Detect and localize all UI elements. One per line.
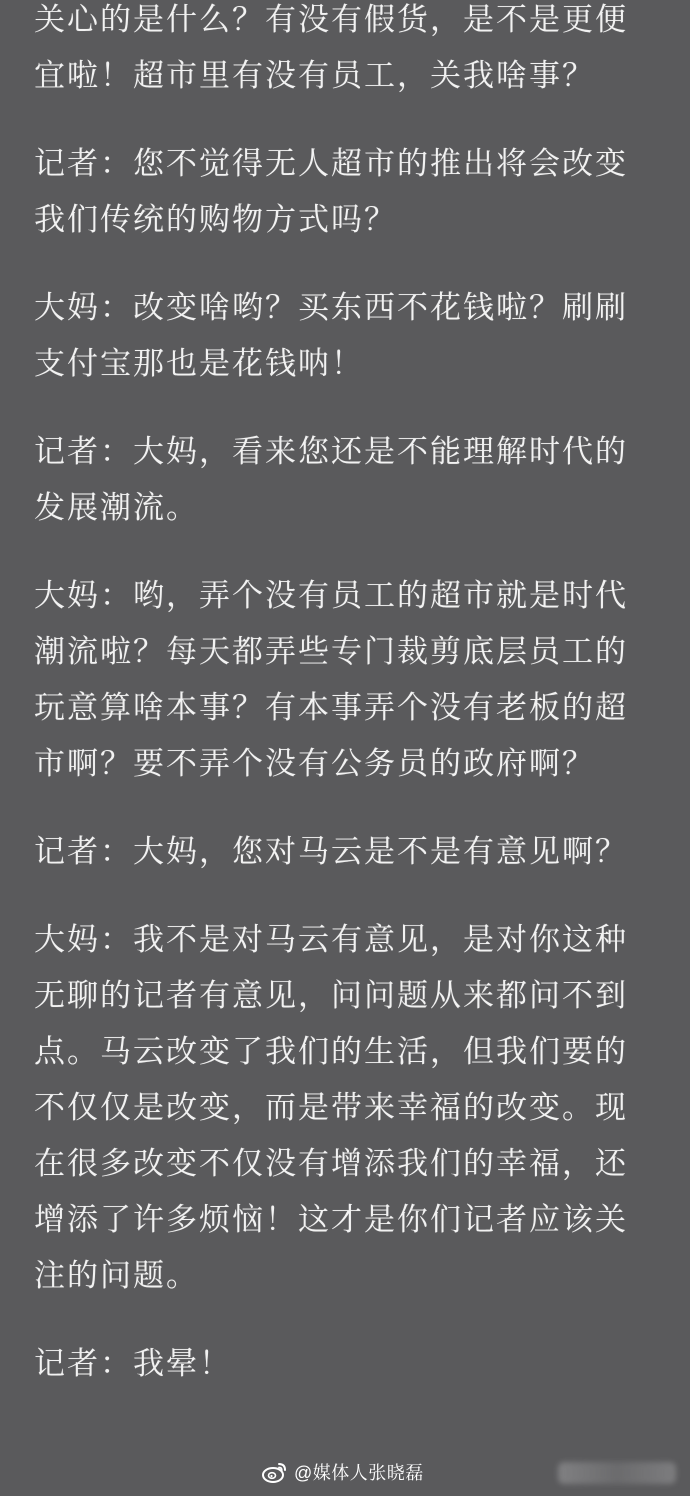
weibo-logo-icon — [262, 1460, 288, 1484]
dialogue-paragraph — [34, 1336, 664, 1392]
article-text — [34, 0, 664, 1424]
text-line: 潮流啦？每天都弄些专门裁剪底层员工的 — [34, 634, 628, 670]
dialogue-paragraph — [34, 0, 664, 104]
dialogue-paragraph — [34, 136, 664, 248]
watermark-handle: @媒体人张晓磊 — [294, 1463, 424, 1483]
text-line: 注的问题。 — [34, 1258, 199, 1294]
text-line: 记者：大妈，看来您还是不能理解时代的 — [34, 434, 628, 470]
dialogue-paragraph — [34, 568, 664, 792]
text-line: 玩意算啥本事？有本事弄个没有老板的超 — [34, 690, 628, 726]
dialogue-paragraph — [34, 280, 664, 392]
text-line: 关心的是什么？有没有假货，是不是更便 — [34, 2, 628, 38]
text-line: 宜啦！超市里有没有员工，关我啥事？ — [34, 58, 595, 94]
dialogue-paragraph — [34, 424, 664, 536]
text-line: 记者：我晕！ — [34, 1346, 232, 1382]
text-line: 支付宝那也是花钱呐！ — [34, 346, 364, 382]
dialogue-paragraph — [34, 824, 664, 880]
text-line: 无聊的记者有意见，问问题从来都问不到 — [34, 978, 628, 1014]
text-line: 记者：大妈，您对马云是不是有意见啊？ — [34, 834, 628, 870]
text-line: 记者：您不觉得无人超市的推出将会改变 — [34, 146, 628, 182]
text-line: 增添了许多烦恼！这才是你们记者应该关 — [34, 1202, 628, 1238]
text-line: 大妈：我不是对马云有意见，是对你这种 — [34, 922, 628, 958]
weibo-watermark — [262, 1458, 424, 1486]
text-line: 大妈：改变啥哟？买东西不花钱啦？刷刷 — [34, 290, 628, 326]
text-line: 我们传统的购物方式吗？ — [34, 202, 397, 238]
blurred-watermark — [558, 1462, 676, 1484]
text-line: 发展潮流。 — [34, 490, 199, 526]
dialogue-paragraph — [34, 912, 664, 1304]
text-line: 在很多改变不仅没有增添我们的幸福，还 — [34, 1146, 628, 1182]
text-line: 大妈：哟，弄个没有员工的超市就是时代 — [34, 578, 628, 614]
text-line: 不仅仅是改变，而是带来幸福的改变。现 — [34, 1090, 628, 1126]
text-line: 点。马云改变了我们的生活，但我们要的 — [34, 1034, 628, 1070]
text-line: 市啊？要不弄个没有公务员的政府啊？ — [34, 746, 595, 782]
